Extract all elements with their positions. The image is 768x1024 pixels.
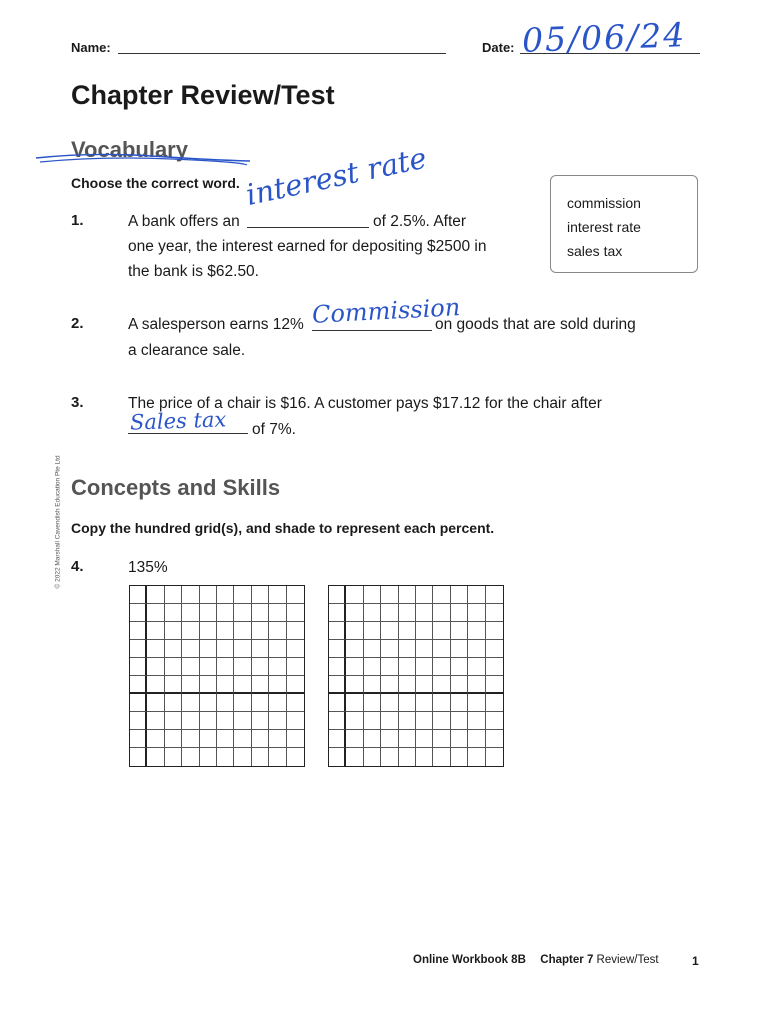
grid-cell[interactable] <box>364 586 381 604</box>
grid-cell[interactable] <box>147 730 164 748</box>
grid-cell[interactable] <box>399 622 416 640</box>
grid-cell[interactable] <box>381 730 398 748</box>
grid-cell[interactable] <box>252 622 269 640</box>
grid-cell[interactable] <box>451 658 468 676</box>
grid-cell[interactable] <box>165 676 182 694</box>
grid-cell[interactable] <box>364 640 381 658</box>
grid-cell[interactable] <box>182 694 199 712</box>
footer <box>413 954 659 966</box>
grid-cell[interactable] <box>468 712 485 730</box>
grid-cell[interactable] <box>416 586 433 604</box>
handwritten-underline-mark <box>32 146 257 172</box>
grid-cell[interactable] <box>165 748 182 766</box>
grid-cell[interactable] <box>329 730 346 748</box>
question-1-number: 1. <box>71 212 84 229</box>
name-label: Name: <box>71 40 111 55</box>
grid-cell[interactable] <box>217 676 234 694</box>
grid-cell[interactable] <box>217 748 234 766</box>
grid-cell[interactable] <box>234 712 251 730</box>
footer-book: Online Workbook 8B <box>413 954 526 966</box>
grid-cell[interactable] <box>217 712 234 730</box>
grid-cell[interactable] <box>451 640 468 658</box>
grid-cell[interactable] <box>486 622 503 640</box>
grid-cell[interactable] <box>451 586 468 604</box>
grid-cell[interactable] <box>200 676 217 694</box>
grid-cell[interactable] <box>147 586 164 604</box>
grid-cell[interactable] <box>329 586 346 604</box>
grid-cell[interactable] <box>269 748 286 766</box>
grid-cell[interactable] <box>468 676 485 694</box>
grid-cell[interactable] <box>381 676 398 694</box>
grid-cell[interactable] <box>329 748 346 766</box>
grid-cell[interactable] <box>381 712 398 730</box>
grid-cell[interactable] <box>346 712 363 730</box>
grid-cell[interactable] <box>416 604 433 622</box>
question-1-text-part2: of 2.5%. After <box>373 213 467 230</box>
grid-cell[interactable] <box>200 586 217 604</box>
grid-cell[interactable] <box>287 694 304 712</box>
grid-cell[interactable] <box>346 604 363 622</box>
concepts-heading: Concepts and Skills <box>71 475 281 500</box>
grid-cell[interactable] <box>182 676 199 694</box>
grid-cell[interactable] <box>287 604 304 622</box>
grid-cell[interactable] <box>399 640 416 658</box>
grid-cell[interactable] <box>252 694 269 712</box>
grid-cell[interactable] <box>130 640 147 658</box>
grid-cell[interactable] <box>468 640 485 658</box>
grid-cell[interactable] <box>269 640 286 658</box>
grid-cell[interactable] <box>200 748 217 766</box>
grid-cell[interactable] <box>329 604 346 622</box>
grid-cell[interactable] <box>165 586 182 604</box>
grid-cell[interactable] <box>381 586 398 604</box>
grid-cell[interactable] <box>364 604 381 622</box>
question-2-number: 2. <box>71 315 84 332</box>
grid-cell[interactable] <box>200 622 217 640</box>
grid-cell[interactable] <box>130 604 147 622</box>
grid-cell[interactable] <box>130 586 147 604</box>
word-bank <box>550 175 698 273</box>
grid-cell[interactable] <box>416 712 433 730</box>
date-handwritten: 05/06/24 <box>521 15 687 60</box>
grid-cell[interactable] <box>217 730 234 748</box>
grid-cell[interactable] <box>416 694 433 712</box>
question-1-line2: one year, the interest earned for depositing $2500 in <box>128 238 487 255</box>
grid-cell[interactable] <box>130 712 147 730</box>
grid-cell[interactable] <box>364 712 381 730</box>
grid-cell[interactable] <box>346 640 363 658</box>
grid-cell[interactable] <box>165 622 182 640</box>
grid-cell[interactable] <box>217 586 234 604</box>
grid-cell[interactable] <box>200 694 217 712</box>
grid-cell[interactable] <box>147 604 164 622</box>
question-1-text-part1: A bank offers an <box>128 213 240 230</box>
vocabulary-heading: Vocabulary <box>71 137 188 162</box>
grid-cell[interactable] <box>416 622 433 640</box>
word-bank-item: interest rate <box>567 219 641 235</box>
grid-cell[interactable] <box>399 730 416 748</box>
grid-cell[interactable] <box>329 658 346 676</box>
question-4-percent: 135% <box>128 559 168 576</box>
grid-cell[interactable] <box>182 712 199 730</box>
grid-cell[interactable] <box>399 586 416 604</box>
concepts-instruction: Copy the hundred grid(s), and shade to represent each percent. <box>71 520 495 536</box>
grid-cell[interactable] <box>287 622 304 640</box>
word-bank-item: commission <box>567 195 641 211</box>
question-2-text-part1: A salesperson earns 12% <box>128 316 304 333</box>
question-2-line2: a clearance sale. <box>128 342 246 359</box>
grid-cell[interactable] <box>329 676 346 694</box>
grid-cell[interactable] <box>165 712 182 730</box>
grid-cell[interactable] <box>381 622 398 640</box>
grid-cell[interactable] <box>381 640 398 658</box>
footer-section: Review/Test <box>596 954 659 966</box>
grid-cell[interactable] <box>234 730 251 748</box>
grid-cell[interactable] <box>364 694 381 712</box>
grid-cell[interactable] <box>364 676 381 694</box>
grid-cell[interactable] <box>346 748 363 766</box>
grid-cell[interactable] <box>217 640 234 658</box>
grid-cell[interactable] <box>451 748 468 766</box>
grid-cell[interactable] <box>486 586 503 604</box>
grid-cell[interactable] <box>416 676 433 694</box>
grid-cell[interactable] <box>399 748 416 766</box>
grid-cell[interactable] <box>433 586 450 604</box>
grid-cell[interactable] <box>399 658 416 676</box>
grid-cell[interactable] <box>364 658 381 676</box>
grid-cell[interactable] <box>182 730 199 748</box>
grid-cell[interactable] <box>451 604 468 622</box>
grid-cell[interactable] <box>346 658 363 676</box>
grid-cell[interactable] <box>200 640 217 658</box>
grid-cell[interactable] <box>252 748 269 766</box>
grid-cell[interactable] <box>287 640 304 658</box>
question-3-line1: The price of a chair is $16. A customer pays $17.12 for the chair after <box>128 395 602 412</box>
grid-cell[interactable] <box>130 730 147 748</box>
grid-cell[interactable] <box>287 748 304 766</box>
question-1-answer: interest rate <box>242 140 430 212</box>
grid-cell[interactable] <box>399 694 416 712</box>
grid-cell[interactable] <box>468 622 485 640</box>
grid-cell[interactable] <box>486 748 503 766</box>
grid-cell[interactable] <box>269 604 286 622</box>
grid-cell[interactable] <box>217 604 234 622</box>
grid-cell[interactable] <box>468 730 485 748</box>
grid-cell[interactable] <box>287 586 304 604</box>
grid-cell[interactable] <box>269 586 286 604</box>
grid-cell[interactable] <box>433 676 450 694</box>
grid-cell[interactable] <box>468 586 485 604</box>
grid-cell[interactable] <box>269 694 286 712</box>
hundred-grid[interactable] <box>328 585 504 767</box>
grid-cell[interactable] <box>433 748 450 766</box>
grid-cell[interactable] <box>416 730 433 748</box>
grid-cell[interactable] <box>200 712 217 730</box>
grid-cell[interactable] <box>468 694 485 712</box>
grid-cell[interactable] <box>252 586 269 604</box>
grid-cell[interactable] <box>252 712 269 730</box>
grid-cell[interactable] <box>468 604 485 622</box>
question-2-answer: Commission <box>311 293 461 329</box>
grid-cell[interactable] <box>200 604 217 622</box>
question-3-text-part2: of 7%. <box>252 421 296 438</box>
footer-chapter: Chapter 7 <box>540 954 594 966</box>
grid-cell[interactable] <box>269 622 286 640</box>
grid-cell[interactable] <box>381 694 398 712</box>
grid-cell[interactable] <box>451 676 468 694</box>
grid-cell[interactable] <box>200 658 217 676</box>
grid-cell[interactable] <box>252 640 269 658</box>
grid-cell[interactable] <box>329 640 346 658</box>
question-1-answer-line[interactable] <box>247 227 369 228</box>
grid-cell[interactable] <box>468 748 485 766</box>
hundred-grid[interactable] <box>129 585 305 767</box>
grid-cell[interactable] <box>346 694 363 712</box>
grid-cell[interactable] <box>165 658 182 676</box>
grid-cell[interactable] <box>364 622 381 640</box>
grid-cell[interactable] <box>329 622 346 640</box>
grid-cell[interactable] <box>182 586 199 604</box>
grid-cell[interactable] <box>433 694 450 712</box>
grid-cell[interactable] <box>287 658 304 676</box>
grid-cell[interactable] <box>147 622 164 640</box>
grid-cell[interactable] <box>433 730 450 748</box>
grid-cell[interactable] <box>234 586 251 604</box>
grid-cell[interactable] <box>451 694 468 712</box>
grid-cell[interactable] <box>486 730 503 748</box>
grid-cell[interactable] <box>165 694 182 712</box>
grid-cell[interactable] <box>217 658 234 676</box>
grid-cell[interactable] <box>234 694 251 712</box>
grid-cell[interactable] <box>252 604 269 622</box>
grid-cell[interactable] <box>269 676 286 694</box>
grid-cell[interactable] <box>217 622 234 640</box>
grid-cell[interactable] <box>234 658 251 676</box>
grid-cell[interactable] <box>451 622 468 640</box>
grid-cell[interactable] <box>381 748 398 766</box>
vocabulary-instruction: Choose the correct word. <box>71 175 240 191</box>
grid-cell[interactable] <box>486 694 503 712</box>
grid-cell[interactable] <box>252 658 269 676</box>
grid-cell[interactable] <box>451 730 468 748</box>
grid-cell[interactable] <box>130 658 147 676</box>
grid-cell[interactable] <box>287 676 304 694</box>
grid-cell[interactable] <box>234 604 251 622</box>
page-title: Chapter Review/Test <box>71 80 335 110</box>
grid-cell[interactable] <box>451 712 468 730</box>
grid-cell[interactable] <box>147 658 164 676</box>
grid-cell[interactable] <box>399 604 416 622</box>
grid-cell[interactable] <box>364 730 381 748</box>
grid-cell[interactable] <box>165 640 182 658</box>
grid-cell[interactable] <box>486 712 503 730</box>
page-number: 1 <box>692 954 699 968</box>
name-line[interactable] <box>118 53 446 54</box>
grid-cell[interactable] <box>399 676 416 694</box>
question-2-text-part2: on goods that are sold during <box>435 316 636 333</box>
grid-cell[interactable] <box>433 658 450 676</box>
grid-cell[interactable] <box>399 712 416 730</box>
question-4-number: 4. <box>71 558 84 575</box>
grid-cell[interactable] <box>130 694 147 712</box>
grid-cell[interactable] <box>234 622 251 640</box>
grid-cell[interactable] <box>468 658 485 676</box>
grid-cell[interactable] <box>364 748 381 766</box>
grid-cell[interactable] <box>165 730 182 748</box>
grid-cell[interactable] <box>165 604 182 622</box>
grid-cell[interactable] <box>416 640 433 658</box>
grid-cell[interactable] <box>269 712 286 730</box>
grid-cell[interactable] <box>329 712 346 730</box>
grid-cell[interactable] <box>433 712 450 730</box>
grid-cell[interactable] <box>287 712 304 730</box>
grid-cell[interactable] <box>381 658 398 676</box>
question-2-answer-line[interactable] <box>312 330 432 331</box>
grid-cell[interactable] <box>182 640 199 658</box>
grid-cell[interactable] <box>130 622 147 640</box>
grid-cell[interactable] <box>234 748 251 766</box>
grid-cell[interactable] <box>416 748 433 766</box>
grid-cell[interactable] <box>252 730 269 748</box>
grid-cell[interactable] <box>269 730 286 748</box>
grid-cell[interactable] <box>200 730 217 748</box>
grid-cell[interactable] <box>147 640 164 658</box>
grid-cell[interactable] <box>182 658 199 676</box>
grid-cell[interactable] <box>147 676 164 694</box>
grid-cell[interactable] <box>234 640 251 658</box>
grid-cell[interactable] <box>182 604 199 622</box>
grid-cell[interactable] <box>182 748 199 766</box>
grid-cell[interactable] <box>346 622 363 640</box>
date-label: Date: <box>482 40 515 55</box>
grid-cell[interactable] <box>486 604 503 622</box>
grid-cell[interactable] <box>486 640 503 658</box>
grid-cell[interactable] <box>486 676 503 694</box>
question-3-number: 3. <box>71 394 84 411</box>
word-bank-item: sales tax <box>567 243 623 259</box>
grid-cell[interactable] <box>130 748 147 766</box>
grid-cell[interactable] <box>433 640 450 658</box>
grid-cell[interactable] <box>217 694 234 712</box>
grid-cell[interactable] <box>269 658 286 676</box>
grid-cell[interactable] <box>329 694 346 712</box>
grid-cell[interactable] <box>433 622 450 640</box>
grid-cell[interactable] <box>381 604 398 622</box>
copyright-text: © 2022 Marshall Cavendish Education Pte Ltd <box>54 455 62 589</box>
question-1-line3: the bank is $62.50. <box>128 263 259 280</box>
grid-cell[interactable] <box>416 658 433 676</box>
grid-cell[interactable] <box>346 730 363 748</box>
grid-cell[interactable] <box>346 676 363 694</box>
grid-cell[interactable] <box>234 676 251 694</box>
grid-cell[interactable] <box>433 604 450 622</box>
grid-cell[interactable] <box>346 586 363 604</box>
grid-cell[interactable] <box>287 730 304 748</box>
grid-cell[interactable] <box>182 622 199 640</box>
grid-cell[interactable] <box>147 694 164 712</box>
grid-cell[interactable] <box>147 712 164 730</box>
question-3-answer: Sales tax <box>129 407 227 435</box>
grid-cell[interactable] <box>130 676 147 694</box>
grid-cell[interactable] <box>486 658 503 676</box>
grid-cell[interactable] <box>147 748 164 766</box>
grid-cell[interactable] <box>252 676 269 694</box>
